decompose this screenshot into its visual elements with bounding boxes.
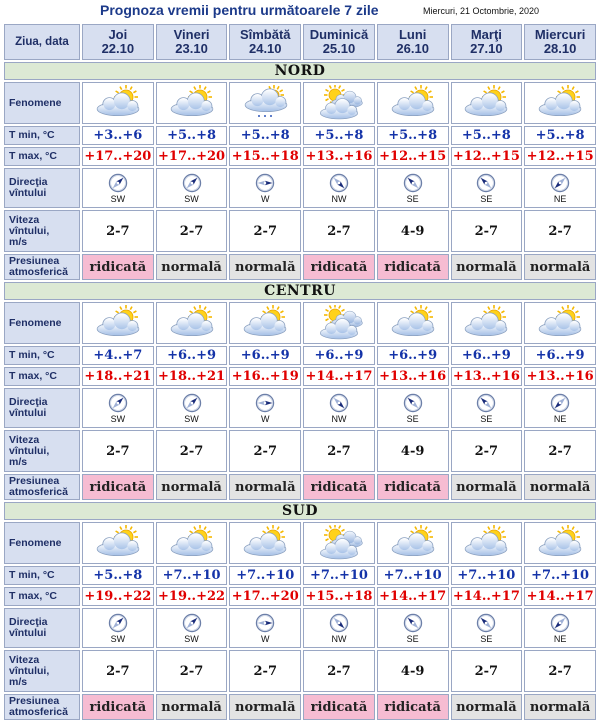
wind-direction-text: NW — [331, 634, 347, 644]
phenomena-row — [4, 82, 596, 124]
pressure-value: ridicată — [377, 474, 449, 500]
partly-cloudy-icon — [532, 305, 588, 341]
tmin-value: +5..+8 — [451, 126, 523, 145]
partly-cloudy-icon — [164, 525, 220, 561]
wind-direction-icon — [255, 613, 275, 633]
pressure-value: normală — [451, 694, 523, 720]
pressure-label-2: atmosferică — [9, 266, 68, 278]
partly-cloudy-icon — [458, 85, 514, 121]
pressure-row-label — [4, 694, 80, 720]
wind-direction-cell — [156, 388, 228, 428]
wind-speed-value: 2-7 — [303, 650, 375, 692]
tmax-value: +17..+20 — [82, 147, 154, 166]
wind-speed-label-2: vîntului, — [9, 444, 50, 457]
tmax-row-label — [4, 147, 80, 166]
pressure-row-label — [4, 254, 80, 280]
wind-dir-label-2: vîntului — [9, 627, 47, 639]
weather-cell — [524, 302, 596, 344]
tmin-value: +6..+9 — [377, 346, 449, 365]
weather-cell — [303, 82, 375, 124]
wind-direction-text: W — [261, 634, 270, 644]
phenomena-row-label — [4, 82, 80, 124]
tmin-row-label — [4, 126, 80, 145]
tmax-value: +16..+19 — [229, 367, 301, 386]
partly-cloudy-icon — [532, 525, 588, 561]
wind-direction-text: SE — [480, 414, 493, 424]
weather-cell — [377, 82, 449, 124]
wind-direction-cell — [82, 388, 154, 428]
day-header — [229, 24, 301, 60]
pressure-value: normală — [229, 474, 301, 500]
wind-direction-icon — [182, 173, 202, 193]
phenomena-label-text: Fenomene — [9, 316, 62, 329]
tmin-value: +5..+8 — [229, 126, 301, 145]
pressure-value: normală — [156, 694, 228, 720]
wind-direction-cell — [451, 608, 523, 648]
tmax-value: +12..+15 — [451, 147, 523, 166]
wind-direction-icon — [255, 393, 275, 413]
day-name: Miercuri — [534, 27, 586, 42]
wind-dir-label-2: vîntului — [9, 407, 47, 419]
wind-direction-icon — [476, 393, 496, 413]
partly-cloudy-icon — [90, 85, 146, 121]
phenomena-row-label — [4, 302, 80, 344]
pressure-value: ridicată — [82, 254, 154, 280]
tmin-value: +5..+8 — [524, 126, 596, 145]
wind-speed-value: 4-9 — [377, 430, 449, 472]
region-title: CENTRU — [4, 282, 596, 300]
wind-direction-cell — [229, 168, 301, 208]
day-date-header: Ziua, data — [4, 24, 80, 60]
pressure-row-label — [4, 474, 80, 500]
wind-direction-text: NE — [553, 414, 567, 424]
tmax-value: +14..+17 — [303, 367, 375, 386]
phenomena-label-text: Fenomene — [9, 96, 62, 109]
forecast-table — [2, 22, 598, 722]
wind-direction-cell — [303, 388, 375, 428]
day-name: Luni — [398, 27, 427, 42]
tmin-row — [4, 566, 596, 585]
wind-direction-text: SW — [110, 194, 126, 204]
tmax-value: +19..+22 — [156, 587, 228, 606]
tmax-value: +13..+16 — [524, 367, 596, 386]
pressure-value: normală — [451, 474, 523, 500]
wind-direction-icon — [550, 173, 570, 193]
wind-speed-value: 2-7 — [303, 210, 375, 252]
wind-speed-row-label — [4, 430, 80, 472]
wind-dir-label-1: Direcţia — [9, 176, 48, 188]
day-name: Sîmbătă — [239, 27, 291, 42]
wind-direction-row-label — [4, 168, 80, 208]
wind-direction-text: W — [261, 194, 270, 204]
wind-direction-cell — [451, 168, 523, 208]
tmax-label-text: T max, °C — [9, 150, 57, 162]
tmax-row-label — [4, 367, 80, 386]
wind-speed-value: 2-7 — [156, 210, 228, 252]
pressure-label-2: atmosferică — [9, 706, 68, 718]
wind-direction-text: NE — [553, 194, 567, 204]
wind-direction-text: SW — [184, 634, 199, 644]
phenomena-row — [4, 302, 596, 344]
wind-direction-row — [4, 608, 596, 648]
weather-cell — [303, 522, 375, 564]
pressure-label-1: Presiunea — [9, 695, 60, 707]
weather-cell — [82, 522, 154, 564]
pressure-value: ridicată — [377, 254, 449, 280]
wind-direction-row-label — [4, 388, 80, 428]
wind-speed-label-1: Viteza — [9, 433, 40, 446]
weather-cell — [377, 522, 449, 564]
pressure-value: ridicată — [303, 694, 375, 720]
wind-speed-value: 2-7 — [229, 210, 301, 252]
weather-cell — [377, 302, 449, 344]
tmax-value: +13..+16 — [303, 147, 375, 166]
wind-direction-cell — [156, 168, 228, 208]
tmin-value: +5..+8 — [377, 126, 449, 145]
tmax-value: +18..+21 — [82, 367, 154, 386]
wind-direction-icon — [403, 173, 423, 193]
weather-cell — [229, 522, 301, 564]
wind-direction-icon — [182, 613, 202, 633]
wind-direction-icon — [108, 613, 128, 633]
weather-cell — [82, 302, 154, 344]
tmax-value: +15..+18 — [303, 587, 375, 606]
partly-cloudy-icon — [164, 85, 220, 121]
pressure-row — [4, 694, 596, 720]
wind-direction-cell — [82, 168, 154, 208]
tmin-value: +4..+7 — [82, 346, 154, 365]
weather-cell — [303, 302, 375, 344]
wind-direction-icon — [182, 393, 202, 413]
wind-direction-text: SW — [184, 194, 199, 204]
tmin-value: +5..+8 — [156, 126, 228, 145]
wind-direction-text: NE — [553, 634, 567, 644]
tmax-row — [4, 147, 596, 166]
wind-speed-label-3: m/s — [9, 675, 28, 688]
wind-direction-icon — [550, 393, 570, 413]
weather-cell — [156, 302, 228, 344]
wind-direction-text: W — [261, 414, 270, 424]
day-date: 22.10 — [101, 41, 135, 56]
wind-direction-text: SE — [406, 414, 419, 424]
tmax-value: +19..+22 — [82, 587, 154, 606]
pressure-value: ridicată — [377, 694, 449, 720]
weather-cell — [229, 302, 301, 344]
wind-speed-row-label — [4, 210, 80, 252]
tmax-value: +12..+15 — [524, 147, 596, 166]
wind-direction-icon — [403, 393, 423, 413]
tmin-value: +6..+9 — [451, 346, 523, 365]
wind-direction-cell — [377, 608, 449, 648]
mostly-cloudy-icon — [311, 85, 367, 121]
pressure-row — [4, 474, 596, 500]
wind-speed-value: 2-7 — [156, 430, 228, 472]
region-title: SUD — [4, 502, 596, 520]
tmin-value: +7..+10 — [524, 566, 596, 585]
region-row — [4, 62, 596, 80]
wind-speed-value: 2-7 — [451, 210, 523, 252]
wind-speed-row — [4, 210, 596, 252]
day-date: 23.10 — [175, 41, 208, 56]
wind-direction-row-label — [4, 608, 80, 648]
tmin-row-label — [4, 346, 80, 365]
wind-direction-cell — [229, 608, 301, 648]
partly-cloudy-icon — [385, 305, 441, 341]
tmax-value: +17..+20 — [229, 587, 301, 606]
wind-speed-value: 4-9 — [377, 210, 449, 252]
tmin-value: +7..+10 — [303, 566, 375, 585]
tmin-value: +7..+10 — [229, 566, 301, 585]
wind-speed-value: 2-7 — [82, 650, 154, 692]
day-date: 27.10 — [470, 41, 503, 56]
tmin-value: +7..+10 — [451, 566, 523, 585]
wind-speed-value: 2-7 — [524, 430, 596, 472]
partly-cloudy-icon — [237, 305, 293, 341]
partly-cloudy-icon — [532, 85, 588, 121]
phenomena-row — [4, 522, 596, 564]
pressure-label-1: Presiunea — [9, 475, 60, 487]
tmax-value: +14..+17 — [524, 587, 596, 606]
mostly-cloudy-icon — [311, 305, 367, 341]
wind-direction-cell — [377, 168, 449, 208]
tmin-value: +7..+10 — [377, 566, 449, 585]
page-header — [0, 0, 600, 22]
wind-speed-value: 2-7 — [451, 650, 523, 692]
wind-direction-text: NW — [331, 194, 347, 204]
tmax-value: +15..+18 — [229, 147, 301, 166]
pressure-value: ridicată — [82, 694, 154, 720]
tmin-value: +5..+8 — [82, 566, 154, 585]
region-row — [4, 282, 596, 300]
wind-speed-label-1: Viteza — [9, 213, 40, 226]
page-title: Prognoza vremii pentru următoarele 7 zile — [100, 2, 379, 18]
wind-speed-label-3: m/s — [9, 455, 28, 468]
day-header — [377, 24, 449, 60]
day-header — [524, 24, 596, 60]
weather-cell — [524, 82, 596, 124]
partly-cloudy-icon — [385, 525, 441, 561]
tmax-value: +13..+16 — [451, 367, 523, 386]
wind-direction-icon — [329, 173, 349, 193]
wind-direction-cell — [303, 168, 375, 208]
day-header — [82, 24, 154, 60]
wind-speed-value: 2-7 — [451, 430, 523, 472]
pressure-value: ridicată — [303, 474, 375, 500]
pressure-value: normală — [524, 474, 596, 500]
wind-direction-text: SE — [480, 194, 493, 204]
wind-dir-label-1: Direcţia — [9, 396, 48, 408]
tmin-row — [4, 346, 596, 365]
tmin-label-text: T min, °C — [9, 569, 55, 581]
weather-cell — [524, 522, 596, 564]
wind-direction-row — [4, 388, 596, 428]
weather-cell — [451, 302, 523, 344]
pressure-value: ridicată — [82, 474, 154, 500]
wind-direction-text: SE — [480, 634, 493, 644]
wind-speed-label-3: m/s — [9, 235, 28, 248]
wind-speed-value: 2-7 — [524, 650, 596, 692]
wind-speed-value: 4-9 — [377, 650, 449, 692]
tmin-value: +5..+8 — [303, 126, 375, 145]
day-name: Vineri — [173, 27, 210, 42]
cloudy-light-rain-icon — [237, 85, 293, 121]
tmin-label-text: T min, °C — [9, 129, 55, 141]
tmin-value: +6..+9 — [156, 346, 228, 365]
weather-cell — [451, 82, 523, 124]
wind-direction-text: SW — [110, 414, 126, 424]
wind-direction-cell — [451, 388, 523, 428]
wind-direction-icon — [329, 613, 349, 633]
wind-direction-icon — [403, 613, 423, 633]
weather-cell — [82, 82, 154, 124]
wind-direction-icon — [108, 173, 128, 193]
pressure-row — [4, 254, 596, 280]
wind-dir-label-1: Direcţia — [9, 616, 48, 628]
pressure-label-2: atmosferică — [9, 486, 68, 498]
partly-cloudy-icon — [458, 305, 514, 341]
pressure-label-1: Presiunea — [9, 255, 60, 267]
wind-direction-row — [4, 168, 596, 208]
wind-speed-label-2: vîntului, — [9, 224, 50, 237]
wind-direction-text: NW — [331, 414, 347, 424]
wind-direction-cell — [156, 608, 228, 648]
tmin-row-label — [4, 566, 80, 585]
wind-direction-icon — [108, 393, 128, 413]
wind-direction-cell — [377, 388, 449, 428]
tmax-label-text: T max, °C — [9, 370, 57, 382]
tmax-value: +14..+17 — [377, 587, 449, 606]
partly-cloudy-icon — [237, 525, 293, 561]
wind-speed-value: 2-7 — [156, 650, 228, 692]
wind-speed-row — [4, 650, 596, 692]
region-row — [4, 502, 596, 520]
day-header — [451, 24, 523, 60]
partly-cloudy-icon — [90, 525, 146, 561]
day-name: Joi — [108, 27, 128, 42]
current-date: Miercuri, 21 Octombrie, 2020 — [423, 6, 540, 16]
wind-speed-value: 2-7 — [524, 210, 596, 252]
tmax-label-text: T max, °C — [9, 590, 57, 602]
wind-direction-cell — [229, 388, 301, 428]
day-date: 24.10 — [248, 41, 282, 56]
tmax-value: +14..+17 — [451, 587, 523, 606]
tmin-label-text: T min, °C — [9, 349, 55, 361]
wind-direction-cell — [524, 608, 596, 648]
days-header-row — [4, 24, 596, 60]
tmin-value: +6..+9 — [303, 346, 375, 365]
tmax-value: +17..+20 — [156, 147, 228, 166]
wind-direction-icon — [329, 393, 349, 413]
tmin-value: +6..+9 — [524, 346, 596, 365]
partly-cloudy-icon — [385, 85, 441, 121]
tmax-value: +12..+15 — [377, 147, 449, 166]
wind-speed-value: 2-7 — [82, 210, 154, 252]
wind-direction-icon — [476, 613, 496, 633]
wind-direction-text: SW — [184, 414, 199, 424]
pressure-value: normală — [524, 254, 596, 280]
phenomena-label-text: Fenomene — [9, 536, 62, 549]
day-header — [156, 24, 228, 60]
phenomena-row-label — [4, 522, 80, 564]
wind-speed-value: 2-7 — [229, 430, 301, 472]
wind-direction-icon — [476, 173, 496, 193]
partly-cloudy-icon — [90, 305, 146, 341]
weather-cell — [156, 522, 228, 564]
pressure-value: normală — [229, 694, 301, 720]
pressure-value: ridicată — [303, 254, 375, 280]
tmin-value: +3..+6 — [82, 126, 154, 145]
partly-cloudy-icon — [164, 305, 220, 341]
day-date: 25.10 — [322, 41, 356, 56]
tmin-value: +7..+10 — [156, 566, 228, 585]
tmax-value: +18..+21 — [156, 367, 228, 386]
wind-direction-icon — [255, 173, 275, 193]
wind-direction-icon — [550, 613, 570, 633]
wind-direction-cell — [82, 608, 154, 648]
day-name: Marţi — [470, 27, 502, 42]
wind-speed-label-1: Viteza — [9, 653, 40, 666]
wind-direction-cell — [303, 608, 375, 648]
day-date: 28.10 — [543, 41, 577, 56]
wind-dir-label-2: vîntului — [9, 187, 47, 199]
wind-direction-text: SE — [406, 194, 419, 204]
wind-direction-cell — [524, 388, 596, 428]
weather-cell — [451, 522, 523, 564]
region-title: NORD — [4, 62, 596, 80]
pressure-value: normală — [229, 254, 301, 280]
day-name: Duminică — [309, 27, 369, 42]
weather-cell — [229, 82, 301, 124]
wind-speed-row — [4, 430, 596, 472]
tmax-value: +13..+16 — [377, 367, 449, 386]
wind-direction-text: SW — [110, 634, 126, 644]
wind-direction-text: SE — [406, 634, 419, 644]
wind-speed-row-label — [4, 650, 80, 692]
tmin-row — [4, 126, 596, 145]
weather-cell — [156, 82, 228, 124]
day-header — [303, 24, 375, 60]
day-date: 26.10 — [396, 41, 429, 56]
wind-speed-label-2: vîntului, — [9, 664, 50, 677]
pressure-value: normală — [524, 694, 596, 720]
wind-speed-value: 2-7 — [229, 650, 301, 692]
tmin-value: +6..+9 — [229, 346, 301, 365]
mostly-cloudy-icon — [311, 525, 367, 561]
pressure-value: normală — [451, 254, 523, 280]
wind-direction-cell — [524, 168, 596, 208]
partly-cloudy-icon — [458, 525, 514, 561]
wind-speed-value: 2-7 — [303, 430, 375, 472]
wind-speed-value: 2-7 — [82, 430, 154, 472]
tmax-row-label — [4, 587, 80, 606]
pressure-value: normală — [156, 474, 228, 500]
tmax-row — [4, 587, 596, 606]
tmax-row — [4, 367, 596, 386]
pressure-value: normală — [156, 254, 228, 280]
